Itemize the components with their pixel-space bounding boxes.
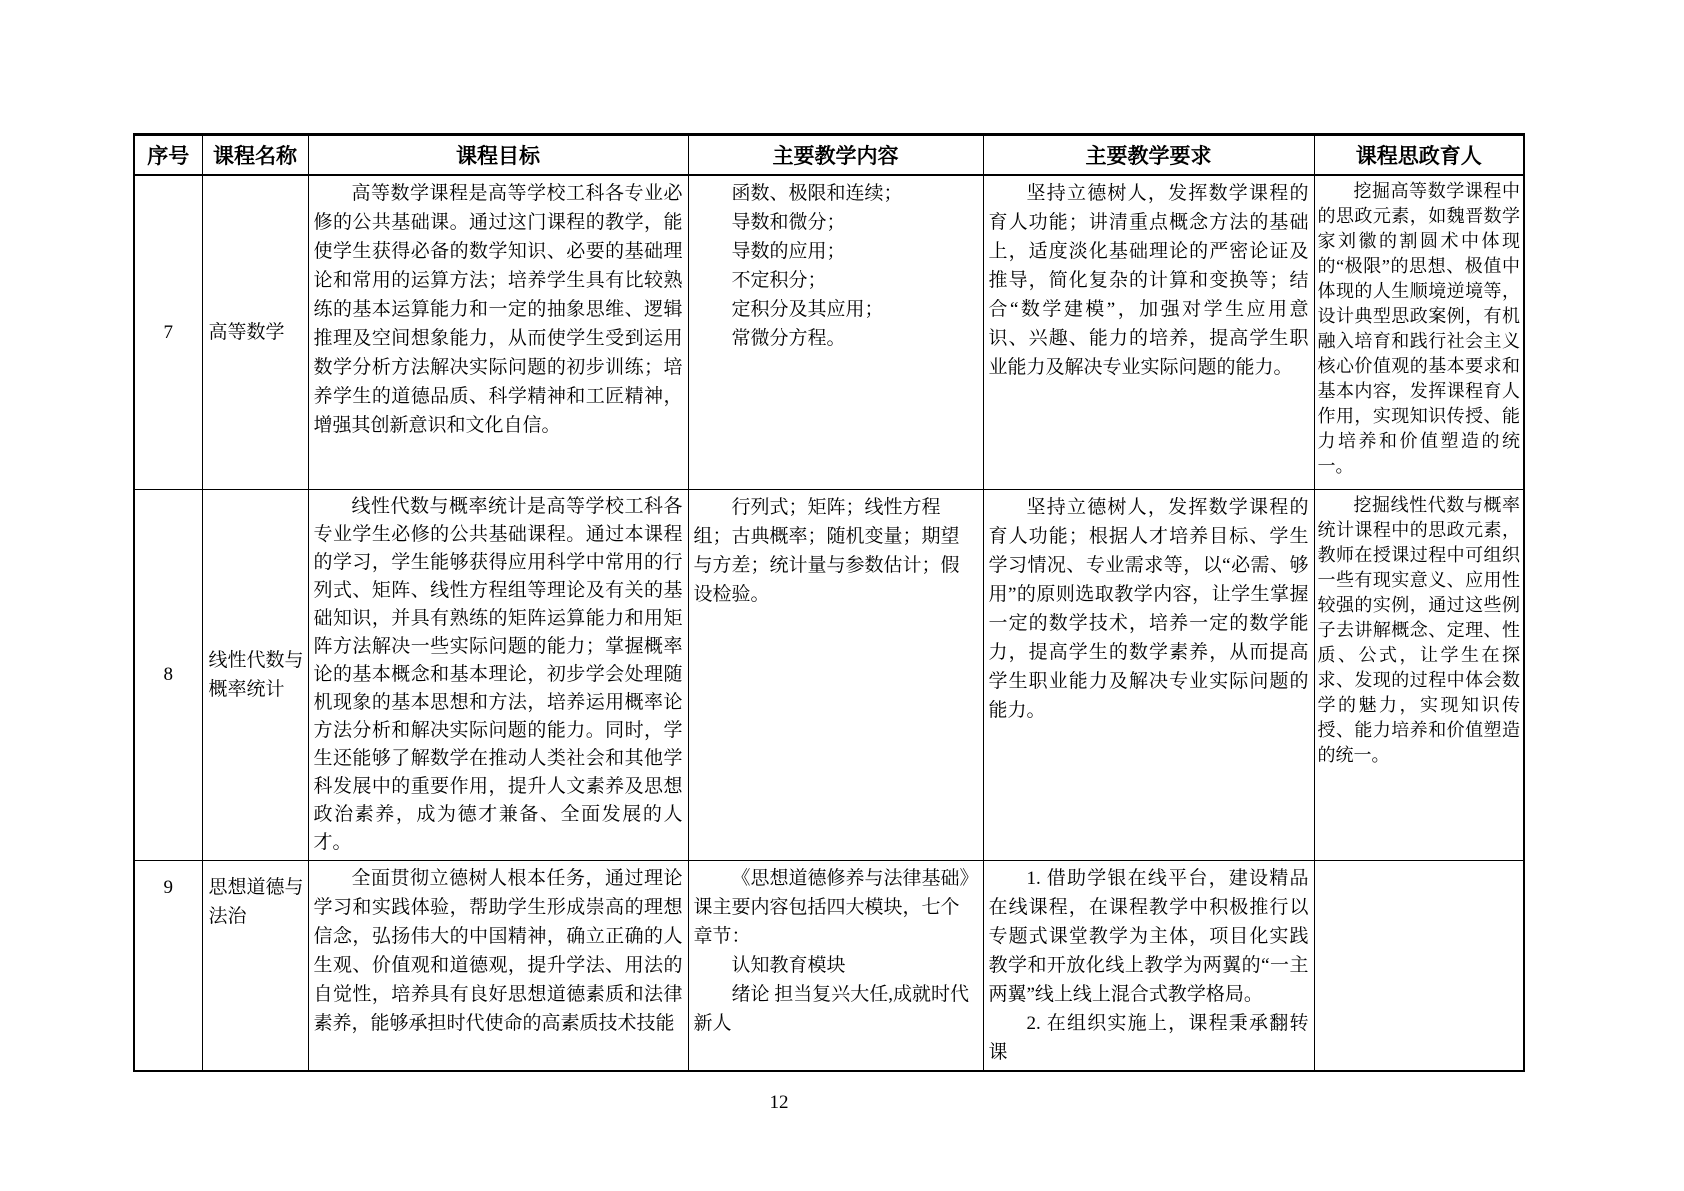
paragraph: 导数的应用；	[731, 241, 846, 262]
paragraph: 定积分及其应用；	[731, 299, 884, 320]
cell-ideology-row-8	[1314, 489, 1524, 860]
course-table	[133, 133, 1525, 1072]
paragraph: 1. 借助学银在线平台，建设精品在线课程，在课程教学中积极推行以专题式课堂教学为主体，项目化实践教学和开放化线上教学为两翼的“一主两翼”线上线上混合式教学格局。	[988, 867, 1309, 1005]
paragraph: 挖掘线性代数与概率统计课程中的思政元素，教师在授课过程中可组织一些有现实意义、应用性较强的实例，通过这些例子去讲解概念、定理、性质、公式，让学生在探求、发现的过程中体会数学的魅力，实现知识传授、能力培养和价值塑造的统一。	[1317, 494, 1520, 765]
cell-ideology-row-9	[1314, 860, 1524, 1071]
paragraph: 全面贯彻立德树人根本任务，通过理论学习和实践体验，帮助学生形成崇高的理想信念，弘扬伟大的中国精神，确立正确的人生观、价值观和道德观，提升学法、用法的自觉性，培养具有良好思想道德素质和法律素养，能够承担时代使命的高素质技术技能	[313, 867, 683, 1034]
cell-content-row-7	[688, 175, 983, 489]
cell-text	[694, 864, 978, 1038]
col-header-5: 主要教学要求	[983, 135, 1314, 176]
cell-objectives-row-8	[308, 489, 688, 860]
cell-name-row-9: 思想道德与法治	[202, 860, 308, 1071]
cell-text	[694, 179, 978, 353]
table-row-9	[134, 860, 1524, 1071]
col-header-2: 课程名称	[202, 135, 308, 176]
paragraph: 坚持立德树人，发挥数学课程的育人功能；根据人才培养目标、学生学习情况、专业需求等，以“必需、够用”的原则选取教学内容，让学生掌握一定的数学技术，培养一定的数学能力，提高学生的数学素养，从而提高学生职业能力及解决专业实际问题的能力。	[988, 496, 1309, 721]
cell-text	[1318, 179, 1521, 479]
paragraph: 《思想道德修养与法律基础》课主要内容包括四大模块，七个章节：	[693, 867, 970, 947]
cell-name-row-7: 高等数学	[202, 175, 308, 489]
cell-text	[314, 864, 683, 1038]
paragraph: 线性代数与概率统计是高等学校工科各专业学生必修的公共基础课程。通过本课程的学习，学生能够获得应用科学中常用的行列式、矩阵、线性方程组等理论及有关的基础知识，并具有熟练的矩阵运算能力和用矩阵方法解决一些实际问题的能力；掌握概率论的基本概念和基本理论，初步学会处理随机现象的基本思想和方法，培养运用概率论方法分析和解决实际问题的能力。同时，学生还能够了解数学在推动人类社会和其他学科发展中的重要作用，提升人文素养及思想政治素养，成为德才兼备、全面发展的人才。	[313, 495, 683, 853]
col-header-4: 主要教学内容	[688, 135, 983, 176]
paragraph: 高等数学课程是高等学校工科各专业必修的公共基础课。通过这门课程的教学，能使学生获得必备的数学知识、必要的基础理论和常用的运算方法；培养学生具有比较熟练的基本运算能力和一定的抽象思维、逻辑推理及空间想象能力，从而使学生受到运用数学分析方法解决实际问题的初步训练；培养学生的道德品质、科学精神和工匠精神，增强其创新意识和文化自信。	[313, 183, 683, 436]
cell-text	[989, 179, 1309, 382]
paragraph: 坚持立德树人，发挥数学课程的育人功能；讲清重点概念方法的基础上，适度淡化基础理论的严密论证及推导，简化复杂的计算和变换等；结合“数学建模”，加强对学生应用意识、兴趣、能力的培养，提高学生职业能力及解决专业实际问题的能力。	[988, 183, 1309, 378]
paragraph: 2. 在组织实施上，课程秉承翻转课	[988, 1012, 1309, 1063]
cell-text	[314, 493, 683, 857]
table-body	[134, 175, 1524, 1071]
col-header-3: 课程目标	[308, 135, 688, 176]
cell-text	[1318, 493, 1521, 768]
cell-content-row-8	[688, 489, 983, 860]
cell-no-row-8: 8	[134, 489, 202, 860]
paragraph: 导数和微分；	[731, 212, 846, 233]
cell-no-row-7: 7	[134, 175, 202, 489]
paragraph: 函数、极限和连续；	[731, 183, 903, 204]
paragraph: 行列式；矩阵；线性方程组；古典概率；随机变量；期望与方差；统计量与参数估计；假设检验。	[693, 496, 960, 605]
cell-objectives-row-9	[308, 860, 688, 1071]
cell-text	[989, 493, 1309, 725]
table-header-row	[134, 135, 1524, 176]
cell-no-row-9: 9	[134, 860, 202, 1071]
cell-requirements-row-9	[983, 860, 1314, 1071]
cell-requirements-row-8	[983, 489, 1314, 860]
table-row-8	[134, 489, 1524, 860]
paragraph: 常微分方程。	[731, 328, 846, 349]
cell-text	[314, 179, 683, 440]
cell-ideology-row-7	[1314, 175, 1524, 489]
cell-name-row-8: 线性代数与概率统计	[202, 489, 308, 860]
cell-text	[694, 493, 978, 609]
table-row-7	[134, 175, 1524, 489]
cell-objectives-row-7	[308, 175, 688, 489]
cell-text	[989, 864, 1309, 1067]
paragraph: 挖掘高等数学课程中的思政元素，如魏晋数学家刘徽的割圆术中体现的“极限”的思想、极值中体现的人生顺境逆境等，设计典型思政案例，有机融入培育和践行社会主义核心价值观的基本要求和基本内容，发挥课程育人作用，实现知识传授、能力培养和价值塑造的统一。	[1317, 181, 1520, 476]
cell-requirements-row-7	[983, 175, 1314, 489]
col-header-1: 序号	[134, 135, 202, 176]
cell-content-row-9	[688, 860, 983, 1071]
paragraph: 绪论 担当复兴大任,成就时代新人	[693, 983, 970, 1034]
col-header-6: 课程思政育人	[1314, 135, 1524, 176]
paragraph: 不定积分；	[731, 270, 827, 291]
page-number: 12	[769, 1092, 789, 1113]
paragraph: 认知教育模块	[731, 954, 846, 976]
